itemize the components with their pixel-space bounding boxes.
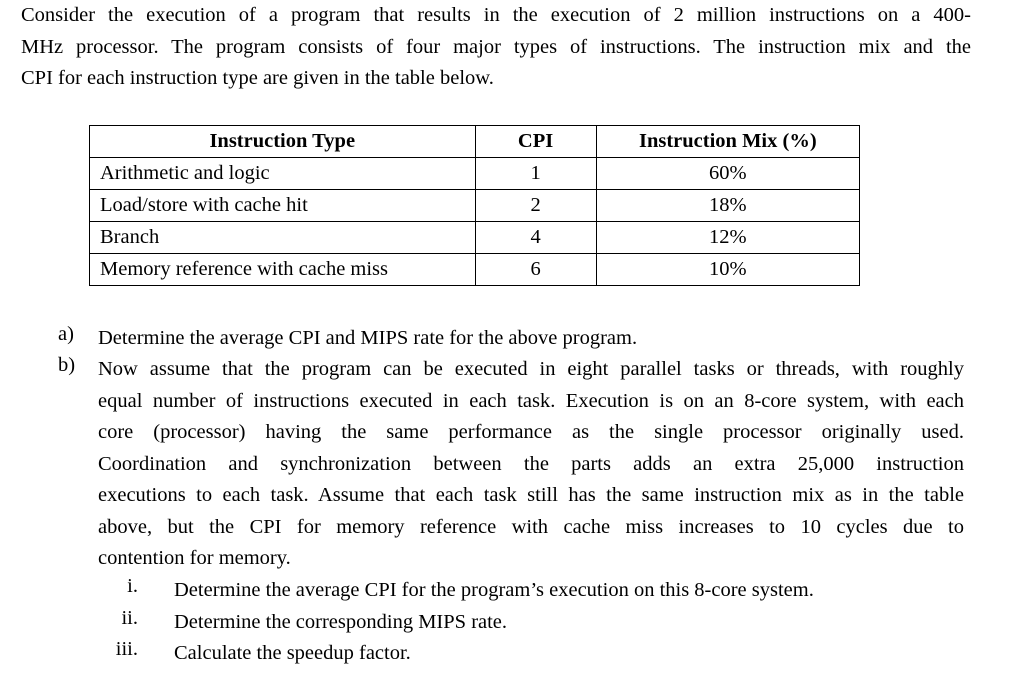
- question-b-line: core (processor) having the same performance as the single processor originally used.: [98, 421, 964, 443]
- question-b-line: contention for memory.: [98, 547, 291, 569]
- question-b-label: b): [58, 354, 76, 376]
- subquestion-label: iii.: [115, 638, 138, 660]
- cell-mix: 60%: [596, 158, 859, 190]
- intro-line: MHz processor. The program consists of four major types of instructions. The instruction mix and the: [21, 35, 971, 58]
- subquestion-text: Calculate the speedup factor.: [174, 642, 411, 664]
- question-b-line: equal number of instructions executed in each task. Execution is on an 8-core system, with each: [98, 389, 964, 412]
- cell-type: Branch: [90, 222, 476, 254]
- header-instruction-type: Instruction Type: [90, 126, 476, 158]
- question-a-line: Determine the average CPI and MIPS rate for the above program.: [98, 327, 638, 349]
- question-b-line: Now assume that the program can be executed in eight parallel tasks or threads, with roughly: [98, 358, 964, 380]
- subquestion-label: i.: [127, 575, 138, 597]
- cell-cpi: 2: [475, 190, 596, 222]
- intro-line: CPI for each instruction type are given in the table below.: [21, 67, 494, 89]
- cell-type: Arithmetic and logic: [90, 158, 476, 190]
- table-row: [90, 254, 860, 286]
- question-a-label: a): [58, 323, 74, 345]
- cell-type: Load/store with cache hit: [90, 190, 476, 222]
- problem-intro: [21, 0, 971, 95]
- subquestion-label: ii.: [121, 607, 138, 629]
- table-row: [90, 158, 860, 190]
- question-a-text: [98, 323, 964, 355]
- question-b-line: above, but the CPI for memory reference with cache miss increases to 10 cycles due to: [98, 515, 964, 538]
- cell-type: Memory reference with cache miss: [90, 254, 476, 286]
- header-cpi: CPI: [475, 126, 596, 158]
- cell-cpi: 6: [475, 254, 596, 286]
- table-row: [90, 222, 860, 254]
- cell-cpi: 1: [475, 158, 596, 190]
- instruction-table: [89, 125, 860, 286]
- cell-mix: 18%: [596, 190, 859, 222]
- cell-mix: 12%: [596, 222, 859, 254]
- header-instruction-mix: Instruction Mix (%): [596, 126, 859, 158]
- table-header-row: [90, 126, 860, 158]
- table-row: [90, 190, 860, 222]
- subquestion-text: Determine the average CPI for the program’s execution on this 8-core system.: [174, 579, 814, 601]
- subquestion-text: Determine the corresponding MIPS rate.: [174, 611, 508, 633]
- question-b-text: [98, 354, 964, 575]
- intro-line: Consider the execution of a program that results in the execution of 2 million instructions on a 400-: [21, 4, 971, 26]
- question-b-line: executions to each task. Assume that each task still has the same instruction mix as in the table: [98, 484, 964, 506]
- cell-mix: 10%: [596, 254, 859, 286]
- question-b-line: Coordination and synchronization between the parts adds an extra 25,000 instruction: [98, 452, 964, 475]
- cell-cpi: 4: [475, 222, 596, 254]
